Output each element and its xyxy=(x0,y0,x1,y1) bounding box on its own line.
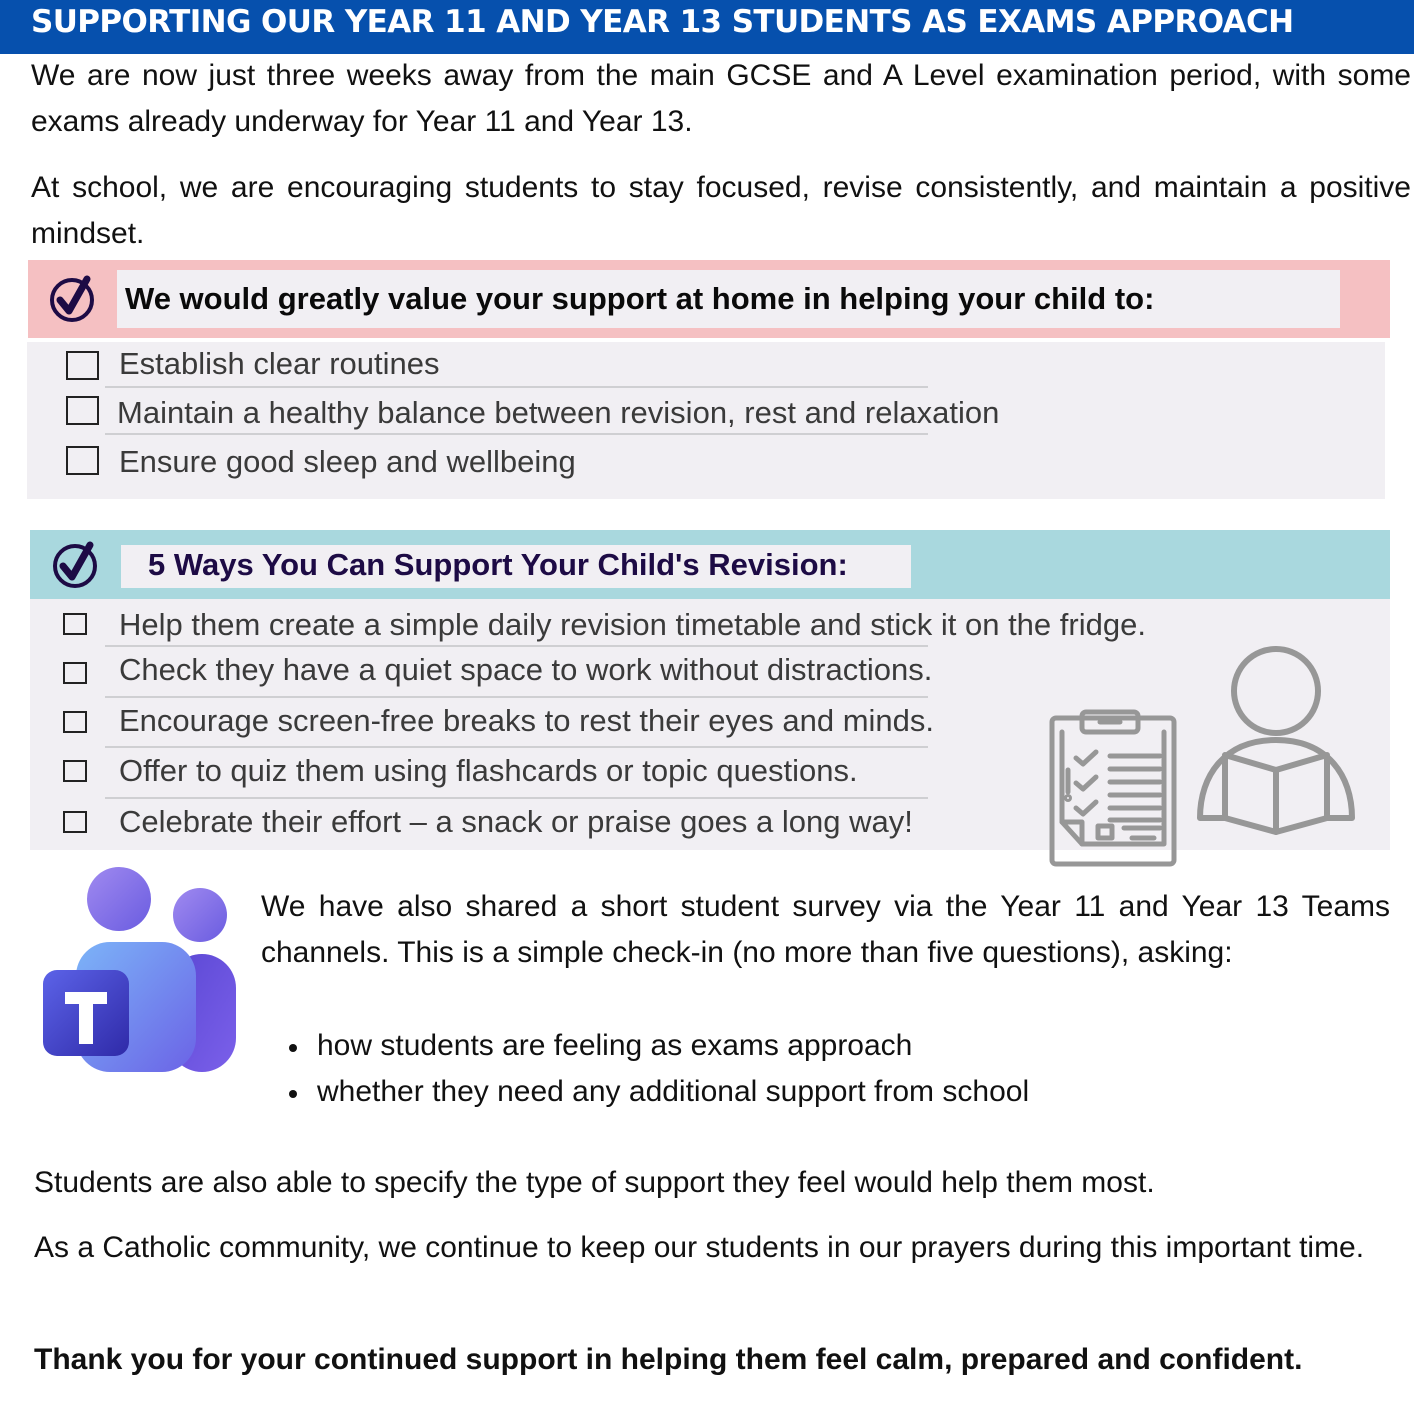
intro-paragraph-1: We are now just three weeks away from the main GCSE and A Level examination period, with some exams already underway for Year 11 and Year 13. xyxy=(31,59,1411,138)
revision-tips-heading: 5 Ways You Can Support Your Child's Revision: xyxy=(148,547,848,582)
revision-tip-item: Offer to quiz them using flashcards or topic questions. xyxy=(119,753,858,788)
divider xyxy=(105,433,928,435)
checkbox[interactable] xyxy=(66,396,99,425)
clipboard-checklist-icon xyxy=(1048,708,1178,868)
thank-you-message: Thank you for your continued support in helping them feel calm, prepared and confident. xyxy=(34,1343,1303,1376)
divider xyxy=(105,645,928,647)
survey-question-item: whether they need any additional support from school xyxy=(287,1069,1029,1115)
revision-tip-item: Help them create a simple daily revision timetable and stick it on the fridge. xyxy=(119,607,1146,642)
home-support-item: Ensure good sleep and wellbeing xyxy=(119,444,576,479)
intro-paragraph-2: At school, we are encouraging students to stay focused, revise consistently, and maintain a positive mindset. xyxy=(31,171,1411,250)
student-reading-icon xyxy=(1195,645,1360,840)
revision-tip-item: Check they have a quiet space to work without distractions. xyxy=(119,652,933,687)
survey-paragraph: We have also shared a short student survey via the Year 11 and Year 13 Teams channels. This is a simple check-in (no more than five questions), asking: xyxy=(261,890,1390,969)
checkbox[interactable] xyxy=(63,711,87,733)
divider xyxy=(105,696,928,698)
survey-question-list xyxy=(287,1023,1029,1115)
microsoft-teams-logo xyxy=(40,862,240,1077)
revision-tips-heading-box xyxy=(121,545,911,588)
divider xyxy=(105,746,928,748)
page-title: SUPPORTING OUR YEAR 11 AND YEAR 13 STUDENTS AS EXAMS APPROACH xyxy=(31,4,1294,40)
checkbox[interactable] xyxy=(66,351,99,380)
checkbox[interactable] xyxy=(63,662,87,684)
home-support-heading-box xyxy=(117,270,1340,328)
survey-question-item: how students are feeling as exams approach xyxy=(287,1023,1029,1069)
closing-paragraph-2: As a Catholic community, we continue to keep our students in our prayers during this important time. xyxy=(34,1231,1365,1264)
home-support-item: Establish clear routines xyxy=(119,346,440,381)
checkbox[interactable] xyxy=(66,446,99,475)
divider xyxy=(105,797,928,799)
home-support-heading: We would greatly value your support at home in helping your child to: xyxy=(125,281,1155,316)
revision-tip-item: Celebrate their effort – a snack or praise goes a long way! xyxy=(119,804,913,839)
check-circle-icon xyxy=(47,273,97,323)
checkbox[interactable] xyxy=(63,811,87,833)
divider xyxy=(105,386,928,388)
checkbox[interactable] xyxy=(63,613,87,635)
home-support-item: Maintain a healthy balance between revision, rest and relaxation xyxy=(117,395,1000,430)
closing-paragraph-1: Students are also able to specify the type of support they feel would help them most. xyxy=(34,1166,1155,1199)
checkbox[interactable] xyxy=(63,760,87,782)
check-circle-icon xyxy=(50,539,100,589)
revision-tip-item: Encourage screen-free breaks to rest their eyes and minds. xyxy=(119,703,935,738)
